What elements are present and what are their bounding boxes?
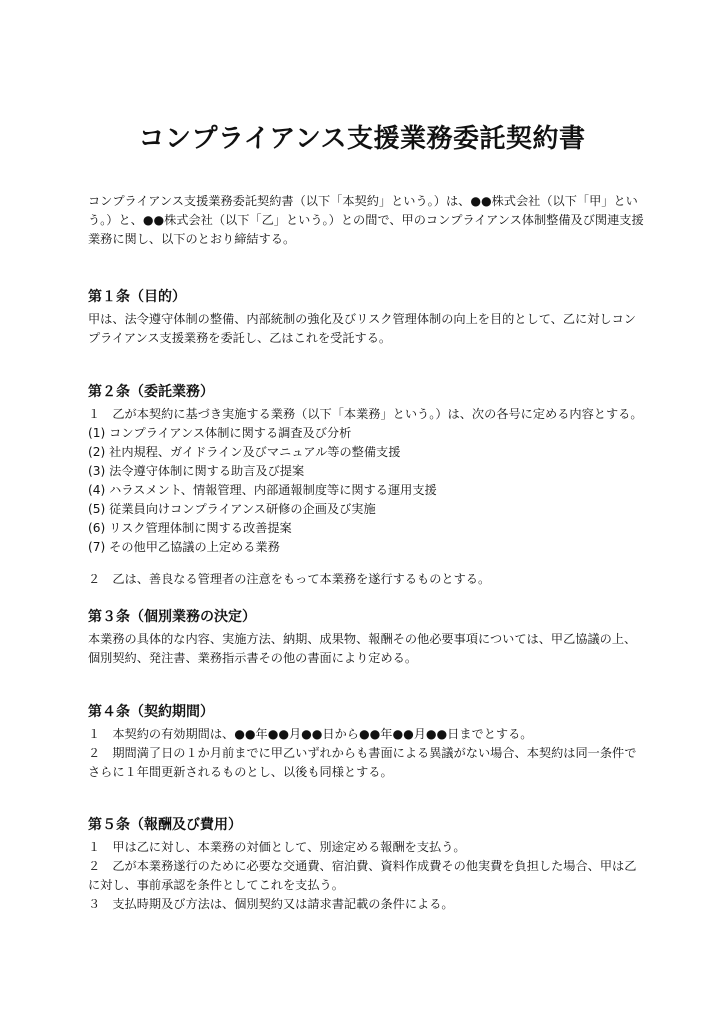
item-5: (5) 従業員向けコンプライアンス研修の企画及び実施 bbox=[88, 502, 376, 516]
item-7: (7) その他甲乙協議の上定める業務 bbox=[88, 540, 280, 554]
item-2: (2) 社内規程、ガイドライン及びマニュアル等の整備支援 bbox=[88, 445, 401, 459]
article-heading: 第２条（委託業務） bbox=[88, 384, 214, 400]
item-3: (3) 法令遵守体制に関する助言及び提案 bbox=[88, 464, 305, 478]
article-3 bbox=[88, 608, 648, 668]
article-text: 甲は、法令遵守体制の整備、内部統制の強化及びリスク管理体制の向上を目的として、乙に対しコンプライアンス支援業務を委託し、乙はこれを受託する。 bbox=[88, 312, 636, 345]
article-heading: 第３条（個別業務の決定） bbox=[88, 609, 256, 625]
item-6: (6) リスク管理体制に関する改善提案 bbox=[88, 521, 292, 535]
item-1: (1) コンプライアンス体制に関する調査及び分析 bbox=[88, 426, 352, 440]
document-title: コンプライアンス支援業務委託契約書 bbox=[138, 124, 586, 154]
item-4: (4) ハラスメント、情報管理、内部通報制度等に関する運用支援 bbox=[88, 483, 437, 497]
clause-2: ２ 期間満了日の１か月前までに甲乙いずれからも書面による異議がない場合、本契約は同一条件でさらに１年間更新されるものとし、以後も同様とする。 bbox=[88, 746, 637, 779]
article-2 bbox=[88, 383, 648, 589]
article-1 bbox=[88, 288, 648, 348]
preamble-paragraph: コンプライアンス支援業務委託契約書（以下「本契約」という。）は、●●株式会社（以下「甲」という。）と、●●株式会社（以下「乙」という。）との間で、甲のコンプライアンス体制整備及び関連支援業務に関し、以下のとおり締結する。 bbox=[88, 194, 644, 246]
article-text: 本業務の具体的な内容、実施方法、納期、成果物、報酬その他必要事項については、甲乙協議の上、個別契約、発注書、業務指示書その他の書面により定める。 bbox=[88, 632, 637, 665]
article-heading: 第４条（契約期間） bbox=[88, 704, 214, 720]
article-5 bbox=[88, 816, 648, 914]
article-heading: 第５条（報酬及び費用） bbox=[88, 817, 242, 833]
clause-1: １ 乙が本契約に基づき実施する業務（以下「本業務」という。）は、次の各号に定める内容とする。 bbox=[88, 407, 643, 421]
article-4 bbox=[88, 703, 648, 782]
clause-3: ３ 支払時期及び方法は、個別契約又は請求書記載の条件による。 bbox=[88, 897, 454, 911]
article-heading: 第１条（目的） bbox=[88, 289, 186, 305]
clause-1: １ 本契約の有効期間は、●●年●●月●●日から●●年●●月●●日までとする。 bbox=[88, 727, 533, 741]
clause-1: １ 甲は乙に対し、本業務の対価として、別途定める報酬を支払う。 bbox=[88, 840, 466, 854]
clause-2: ２ 乙は、善良なる管理者の注意をもって本業務を遂行するものとする。 bbox=[88, 572, 491, 586]
spacer bbox=[88, 557, 648, 570]
clause-2: ２ 乙が本業務遂行のために必要な交通費、宿泊費、資料作成費その他実費を負担した場合、甲は乙に対し、事前承認を条件としてこれを支払う。 bbox=[88, 859, 637, 892]
